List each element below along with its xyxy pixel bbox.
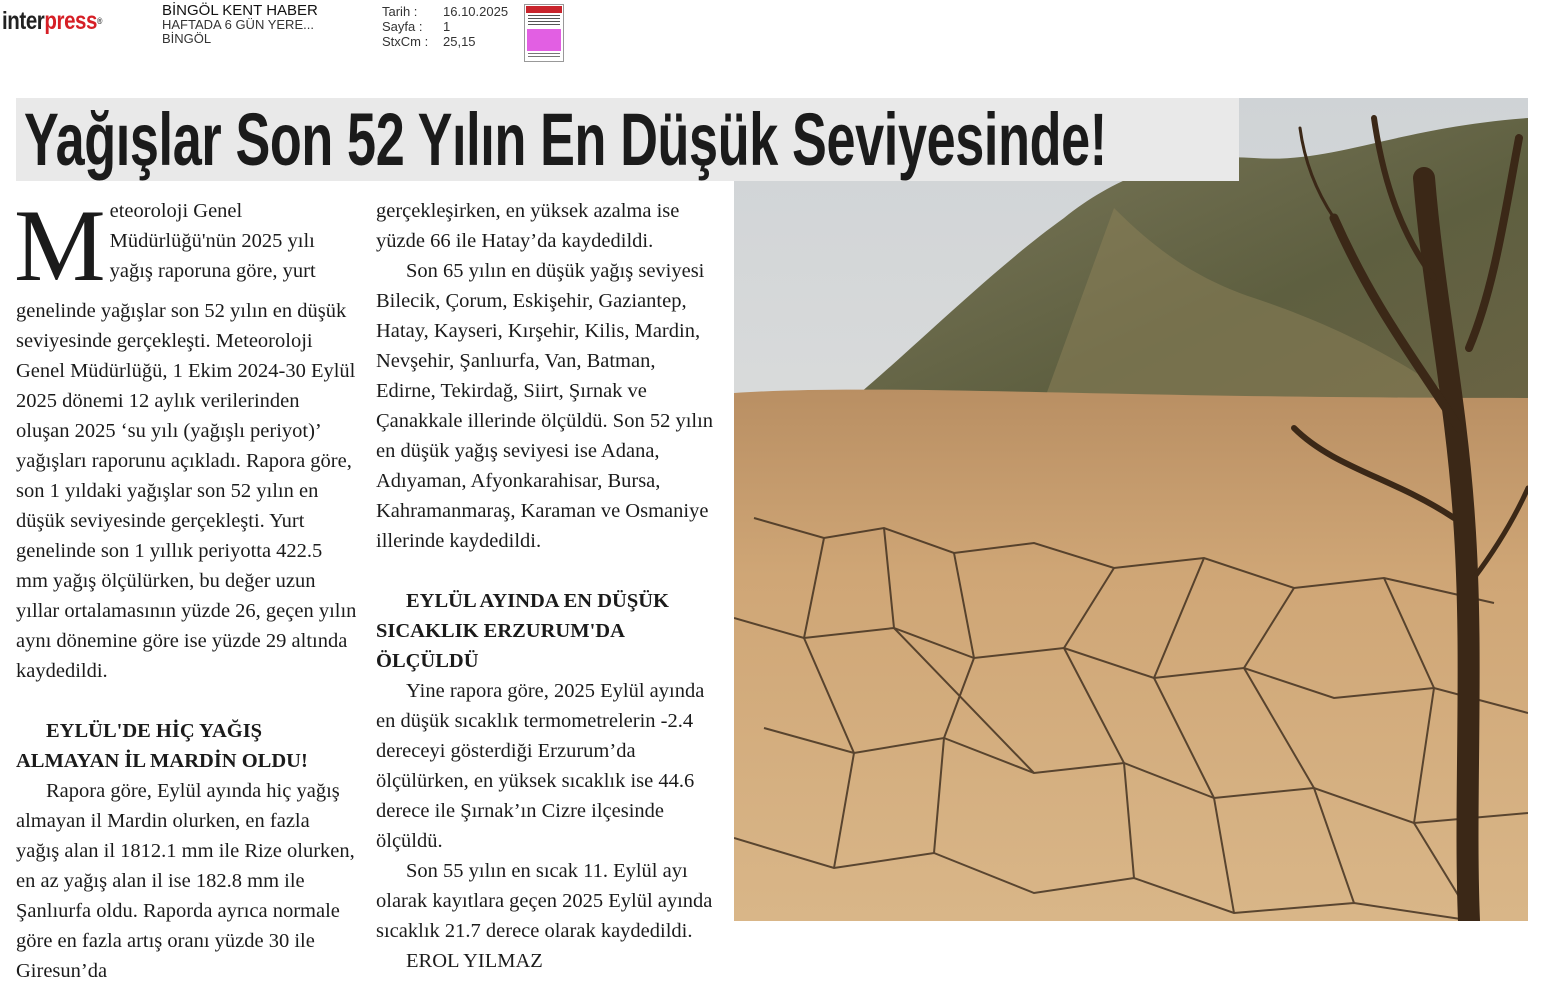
paragraph-hatay: gerçekleşirken, en yüksek azalma ise yüzde 66 ile Hatay’da kaydedildi. (376, 200, 680, 252)
meta-stxcm-row: StxCm : 25,15 (382, 34, 476, 49)
interpress-logo: interpress® (2, 7, 103, 35)
paragraph-provinces: Son 65 yılın en düşük yağış seviyesi Bilecik, Çorum, Eskişehir, Gaziantep, Hatay, Kayseri, Kırşehir, Kilis, Mardin, Nevşehir, Şanlıurfa, Van, Batman, Edirne, Tekirdağ, Siirt, Şırnak ve Çanakkale illerinde ölçüldü. Son 52 yılın en düşük yağış seviyesi ise Adana, Adıyaman, Afyonkarahisar, Bursa, Kahramanmaraş, Karaman ve Osmaniye illerinde kaydedildi. (376, 260, 714, 552)
paragraph-mardin: Rapora göre, Eylül ayında hiç yağış almayan il Mardin olurken, en fazla yağış alan il 1812.1 mm ile Rize olurken, en az yağış alan il ise 182.8 mm ile Şanlıurfa oldu. Raporda ayrıca normale göre en fazla artış oranı yüzde 30 ile Giresun’da (16, 780, 355, 982)
meta-page-row: Sayfa : 1 (382, 19, 451, 34)
subheading-mardin: EYLÜL'DE HİÇ YAĞIŞ ALMAYAN İL MARDİN OLDU! (16, 720, 308, 772)
intro-line-1: eteoroloji Genel (109, 200, 243, 222)
byline: EROL YILMAZ (406, 950, 543, 972)
meta-date-row: Tarih : 16.10.2025 (382, 4, 509, 19)
clipping-meta (382, 4, 508, 49)
article-column-1 (14, 189, 358, 986)
paragraph-september: Son 55 yılın en sıcak 11. Eylül ayı olarak kayıtlara geçen 2025 Eylül ayında sıcaklık 21.7 derece olarak kaydedildi. (376, 860, 713, 942)
article-column-2 (376, 196, 716, 976)
publication-name: BİNGÖL KENT HABER (162, 2, 318, 19)
subheading-erzurum: EYLÜL AYINDA EN DÜŞÜK SICAKLIK ERZURUM'DA ÖLÇÜLDÜ (376, 590, 669, 672)
publication-frequency: HAFTADA 6 GÜN YERE... (162, 17, 314, 32)
intro-paragraph: genelinde yağışlar son 52 yılın en düşük seviyesinde gerçekleşti. Meteoroloji Genel Müdürlüğü, 1 Ekim 2024-30 Eylül 2025 dönemi 12 aylık verilerinden oluşan 2025 ‘su yılı (yağışlı periyot)’ yağışları raporunu açıkladı. Rapora göre, son 1 yıldaki yağışlar son 52 yılın en düşük seviyesinde gerçekleşti. Yurt genelinde son 1 yıllık periyotta 422.5 mm yağış ölçülürken, bu değer uzun yıllar ortalamasının yüzde 26, geçen yılın aynı dönemine göre ise yüzde 29 altında kaydedildi. (16, 300, 357, 682)
drop-cap: M (14, 189, 106, 303)
intro-line-2: Müdürlüğü'nün 2025 yılı (109, 230, 315, 252)
publication-city: BİNGÖL (162, 31, 212, 46)
page-thumbnail[interactable] (524, 4, 564, 62)
headline: Yağışlar Son 52 Yılın En Düşük Seviyesinde! (24, 98, 1107, 181)
paragraph-temperature: Yine rapora göre, 2025 Eylül ayında en düşük sıcaklık termometrelerin -2.4 dereceyi gösterdiği Erzurum’da ölçülürken, en yüksek sıcaklık ise 44.6 derece ile Şırnak’ın Cizre ilçesinde ölçüldü. (376, 680, 705, 852)
drought-photo (734, 98, 1528, 921)
publication-info (162, 4, 318, 46)
intro-line-3: yağış raporuna göre, yurt (109, 260, 316, 282)
